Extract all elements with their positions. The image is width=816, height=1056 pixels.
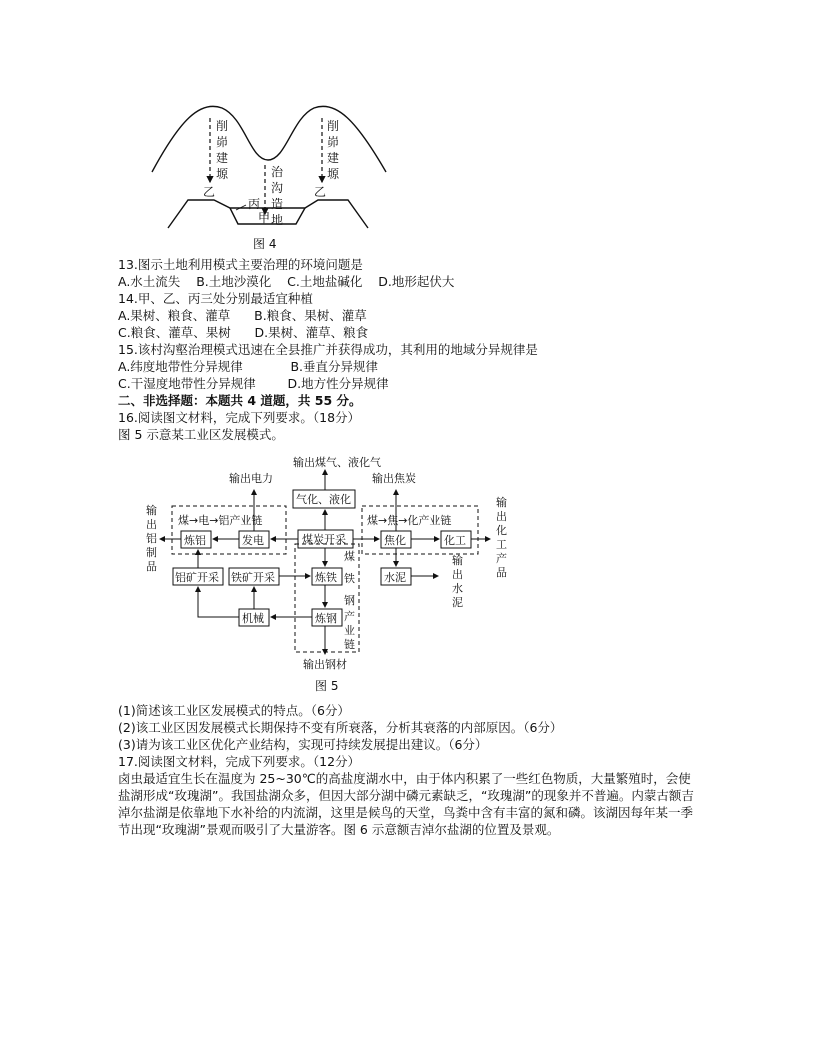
out-cement-2: 水 — [452, 582, 463, 595]
fig4-center-label-0: 治 — [271, 165, 284, 179]
box-smelt-al-label: 炼铝 — [184, 534, 206, 547]
chain-al-label: 煤→电→铝产业链 — [178, 514, 263, 527]
box-coal-label: 煤炭开采 — [302, 533, 346, 546]
chain-steel-2: 钢 — [344, 594, 355, 607]
fig4-jia: 甲 — [258, 211, 271, 225]
fig4-left-label-0: 削 — [216, 119, 229, 133]
q16-stem: 16.阅读图文材料，完成下列要求。（18分） — [118, 410, 361, 425]
section-2-title: 二、非选择题：本题共 4 道题，共 55 分。 — [118, 393, 362, 408]
out-al-3: 制 — [146, 546, 157, 559]
q13-stem: 13.图示土地利用模式主要治理的环境问题是 — [118, 257, 363, 272]
box-gasify-label: 气化、液化 — [296, 493, 351, 506]
q15-options-cd: C.干湿度地带性分异规律 D.地方性分异规律 — [118, 376, 389, 391]
out-chem-4: 产 — [496, 552, 507, 565]
box-chem-label: 化工 — [444, 534, 466, 547]
q14-options-ab: A.果树、粮食、灌草 B.粮食、果树、灌草 — [118, 308, 367, 323]
out-cement-0: 输 — [452, 554, 463, 567]
out-chem-0: 输 — [496, 496, 507, 509]
q15-stem: 15.该村沟壑治理模式迅速在全县推广并获得成功，其利用的地域分异规律是 — [118, 342, 538, 357]
fig4-right-label-3: 塬 — [327, 167, 340, 181]
fig4-right-label-2: 建 — [327, 151, 340, 165]
q13-options: A.水土流失 B.土地沙漠化 C.土地盐碱化 D.地形起伏大 — [118, 274, 455, 289]
box-steel-label: 炼钢 — [315, 612, 337, 625]
box-power-label: 发电 — [242, 534, 264, 547]
fig4-left-label-2: 建 — [216, 151, 229, 165]
fig4-yi-right: 乙 — [314, 185, 327, 199]
q15-options-ab: A.纬度地带性分异规律 B.垂直分异规律 — [118, 359, 379, 374]
box-cement-label: 水泥 — [384, 571, 406, 584]
fig4-right-label-0: 削 — [327, 119, 340, 133]
fig5-caption: 图 5 — [315, 679, 339, 693]
out-chem-1: 出 — [496, 510, 507, 523]
fig4-left-label-1: 峁 — [216, 135, 229, 149]
fig4-center-label-2: 造 — [271, 197, 284, 211]
chain-chem-label: 煤→焦→化产业链 — [367, 514, 452, 527]
q16-sub2: (2)该工业区因发展模式长期保持不变有所衰落，分析其衰落的内部原因。（6分） — [118, 720, 563, 735]
out-al-0: 输 — [146, 504, 157, 517]
out-chem-3: 工 — [496, 538, 507, 551]
box-machine-label: 机械 — [242, 612, 264, 625]
q16-sub3: (3)请为该工业区优化产业结构，实现可持续发展提出建议。（6分） — [118, 737, 488, 752]
fig4-center-label-1: 沟 — [271, 181, 284, 195]
chain-steel-1: 铁 — [344, 572, 355, 585]
fig4-center-label-3: 地 — [271, 213, 284, 227]
out-power: 输出电力 — [229, 472, 273, 485]
out-al-1: 出 — [146, 518, 157, 531]
out-cement-3: 泥 — [452, 596, 463, 609]
q17-paragraph: 卤虫最适宜生长在温度为 25~30℃的高盐度湖水中，由于体内积累了一些红色物质，大量繁殖时，会使盐湖形成“玫瑰湖”。我国盐湖众多，但因大部分湖中磷元素缺乏，“玫瑰湖”的现象并不普遍。内蒙古额吉淖尔盐湖是依靠地下水补给的内流湖，这里是候鸟的天堂，鸟粪中含有丰富的氮和磷。该湖因每年某一季节出现“玫瑰湖”景观而吸引了大量游客。图 6 示意额吉淖尔盐湖的位置及景观。 — [118, 771, 694, 837]
q17-stem: 17.阅读图文材料，完成下列要求。（12分） — [118, 754, 361, 769]
out-steel: 输出钢材 — [303, 658, 347, 671]
q14-stem: 14.甲、乙、丙三处分别最适宜种植 — [118, 291, 313, 306]
out-al-4: 品 — [146, 560, 157, 573]
q16-sub1: (1)简述该工业区发展模式的特点。（6分） — [118, 703, 350, 718]
out-cement-1: 出 — [452, 568, 463, 581]
figure-4 — [0, 0, 816, 260]
chain-steel-3: 产 — [344, 610, 355, 623]
figure-5 — [0, 444, 816, 704]
fig4-bing: 丙 — [248, 197, 261, 211]
fig4-left-label-3: 塬 — [216, 167, 229, 181]
out-al-2: 铝 — [146, 532, 157, 545]
chain-steel-4: 业 — [344, 624, 355, 637]
fig4-right-label-1: 峁 — [327, 135, 340, 149]
fig4-caption: 图 4 — [253, 237, 277, 251]
box-iron-mine-label: 铁矿开采 — [231, 571, 275, 584]
hill-curve — [152, 106, 386, 172]
out-chem-5: 品 — [496, 566, 507, 579]
fig4-yi-left: 乙 — [203, 185, 216, 199]
chain-steel-5: 链 — [344, 638, 355, 651]
box-coking-label: 焦化 — [384, 534, 406, 547]
out-gas: 输出煤气、液化气 — [293, 456, 381, 469]
q14-options-cd: C.粮食、灌草、果树 D.果树、灌草、粮食 — [118, 325, 369, 340]
out-chem-2: 化 — [496, 524, 507, 537]
out-coke: 输出焦炭 — [372, 472, 416, 485]
box-bauxite-label: 铝矿开采 — [175, 571, 219, 584]
q16-intro: 图 5 示意某工业区发展模式。 — [118, 427, 284, 442]
box-iron-label: 炼铁 — [315, 571, 337, 584]
chain-steel-0: 煤 — [344, 550, 355, 563]
